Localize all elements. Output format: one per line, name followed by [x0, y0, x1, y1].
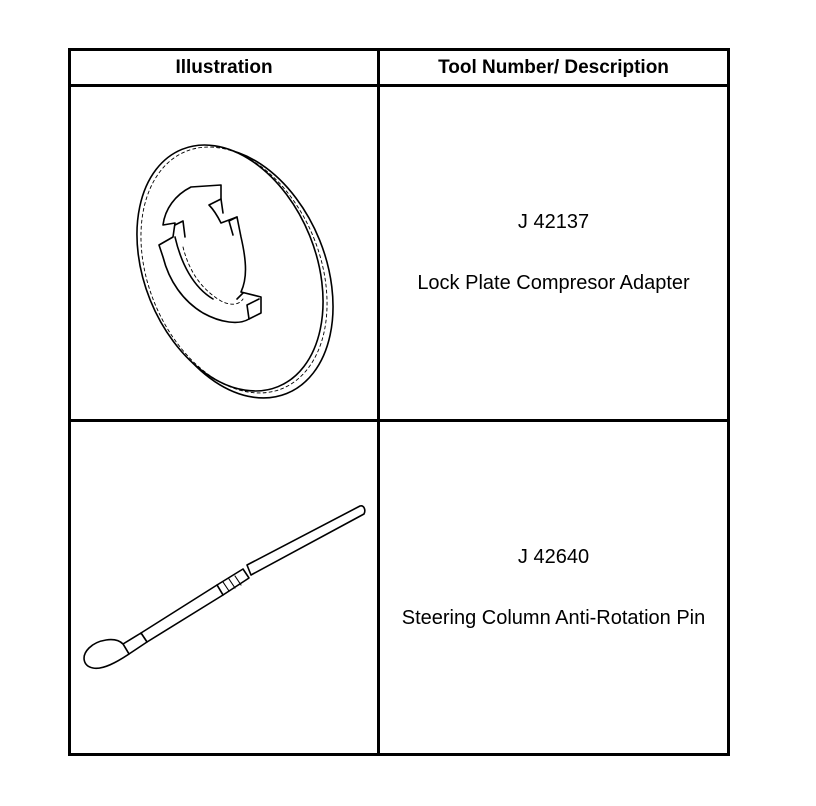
illustration-cell-row-1: [71, 87, 380, 422]
description-cell-row-1: [380, 87, 727, 422]
illustration-cell-row-2: [71, 422, 380, 753]
tool-name: Lock Plate Compresor Adapter: [417, 272, 690, 294]
tools-table: [68, 48, 730, 756]
illustration-column-header: [71, 51, 380, 87]
illustration-header-label: Illustration: [175, 56, 273, 78]
description-header-label: Tool Number/ Description: [438, 56, 669, 78]
tool-number: J 42137: [517, 211, 590, 233]
description-cell-row-2: [380, 422, 727, 753]
description-column-header: [380, 51, 727, 87]
tool-name: Steering Column Anti-Rotation Pin: [401, 606, 706, 629]
tool-number: J 42640: [517, 545, 590, 568]
lock-plate-compressor-adapter-illustration: [71, 87, 377, 419]
anti-rotation-pin-illustration: [71, 422, 377, 752]
